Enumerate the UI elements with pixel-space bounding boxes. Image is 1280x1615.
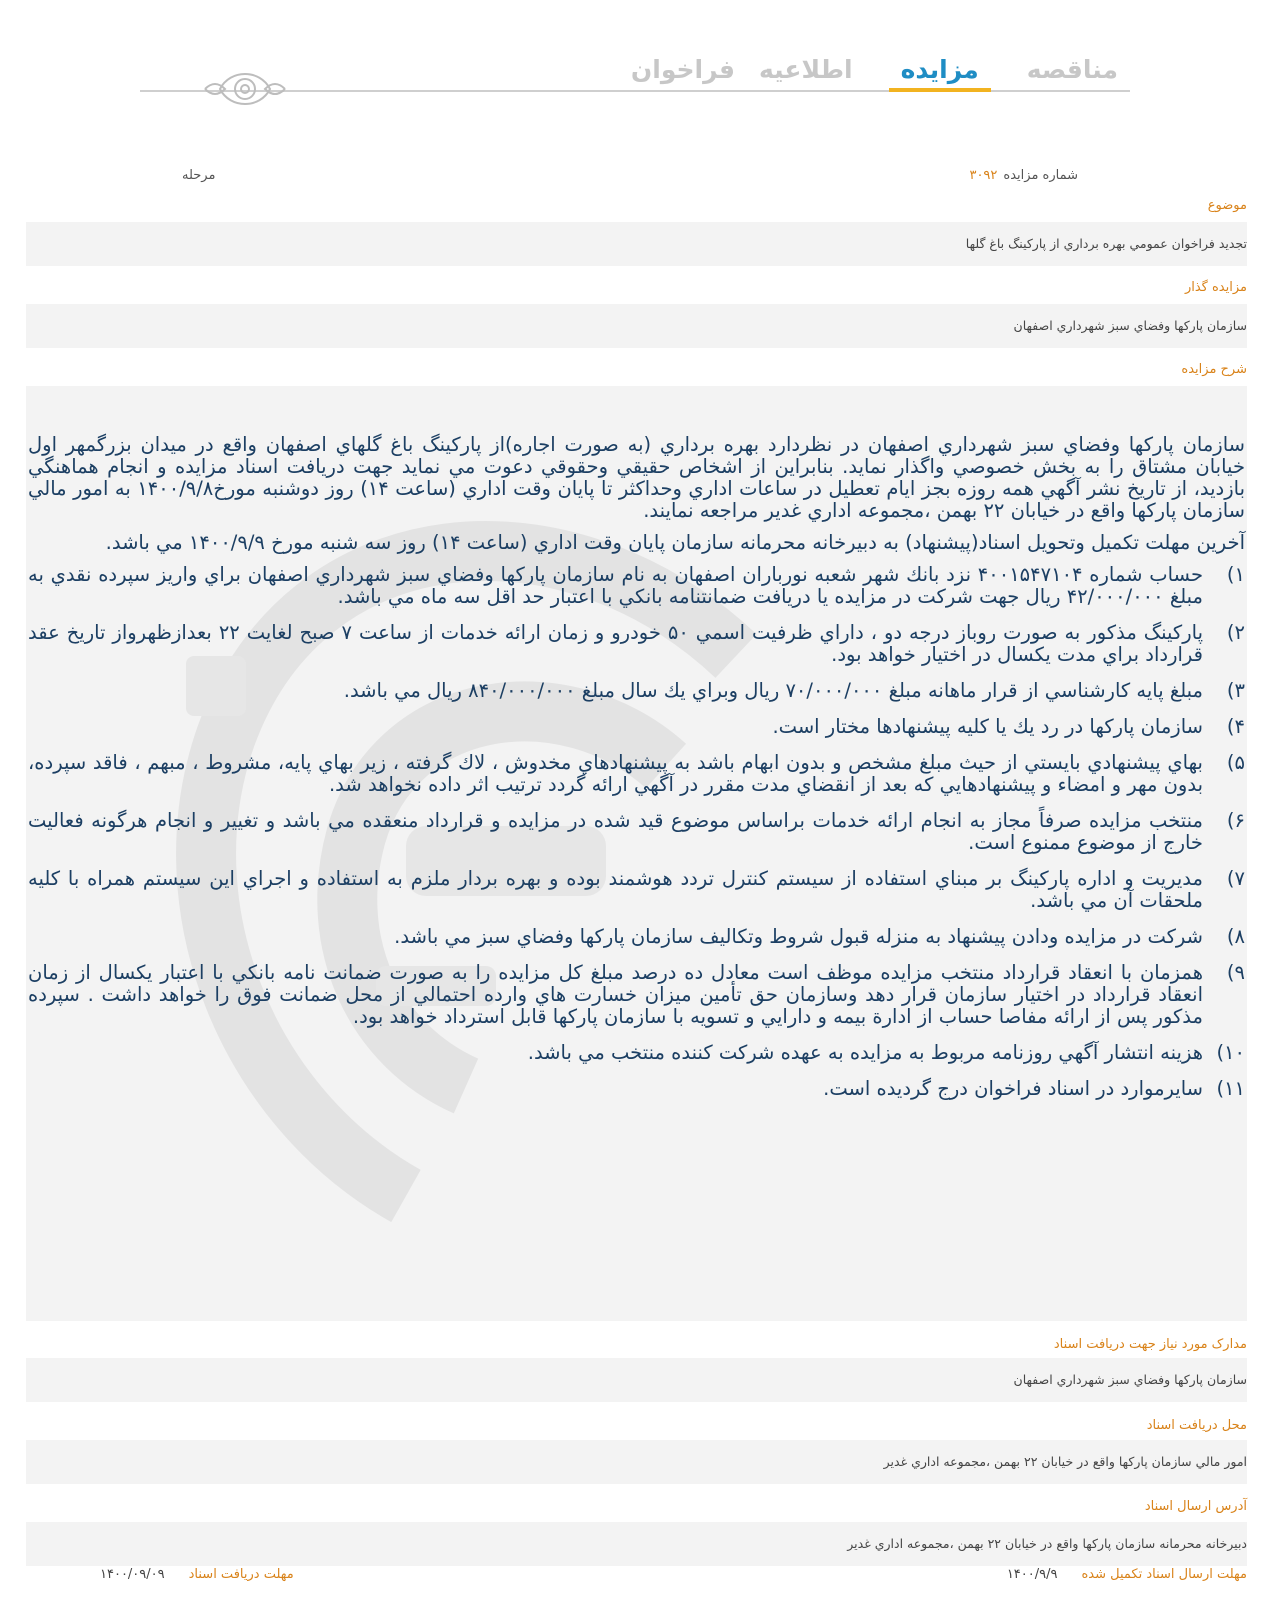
stage-label: مرحله [182,168,216,183]
receive-deadline [100,1567,294,1582]
item-number: ۲) [1226,621,1245,644]
complete-deadline-value: ۱۴۰۰/۹/۹ [1006,1567,1058,1582]
send-address-field [26,1522,1247,1566]
auction-number-label: شماره مزايده [1003,168,1078,183]
auction-number-value: ۳۰۹۲ [969,168,998,183]
tab-call[interactable]: فراخوان [630,55,736,84]
item-text: هزينه انتشار آگهي روزنامه مربوط به مزايده به عهده شركت كننده منتخب مي باشد. [527,1041,1203,1064]
item-number: ۱۰) [1216,1041,1245,1064]
list-item [28,868,1245,912]
item-text: سايرموارد در اسناد فراخوان درج گرديده است. [823,1077,1203,1100]
send-address-label: آدرس ارسال اسناد [1144,1499,1247,1514]
complete-deadline-label: مهلت ارسال اسناد تکمیل شده [1081,1567,1247,1582]
doc-location-value: امور مالي سازمان پاركها واقع در خيابان ٢٢ بهمن ،مجموعه اداري غدير [883,1454,1247,1469]
item-text: مديريت و اداره پاركينگ بر مبناي استفاده از سيستم كنترل تردد هوشمند بوده و بهره بردار ملزم به استفاده و اجراي اين سيستم همراه با كليه ملحقات آن مي باشد. [28,867,1203,912]
list-item [28,564,1245,608]
item-number: ۱) [1226,563,1245,586]
item-text: سازمان پاركها در رد يك يا كليه پيشنهادها مختار است. [772,715,1203,738]
list-item [28,1078,1245,1100]
item-text: مبلغ پايه كارشناسي از قرار ماهانه مبلغ ۷۰/۰۰۰/۰۰۰ ريال وبراي يك سال مبلغ ۸۴۰/۰۰۰/۰۰۰ ريال مي باشد. [343,679,1203,702]
item-text: پاركينگ مذكور به صورت روباز درجه دو ، داراي ظرفيت اسمي ۵۰ خودرو و زمان ارائه خدمات از ساعت ۷ صبح لغايت ۲۲ بعدازظهرواز تاريخ عقد قرارداد براي مدت يكسال در اختيار خواهد بود. [28,621,1203,666]
description-intro: سازمان پاركها وفضاي سبز شهرداري اصفهان در نظردارد بهره برداري (به صورت اجاره)از پاركينگ باغ گلهاي اصفهان واقع در ميدان بزرگمهر اول خيابان مشتاق را به بخش خصوصي واگذار نمايد. بنابراين از اشخاص حقيقي وحقوقي دعوت مي نمايد جهت دريافت اسناد مزايده و انجام هماهنگي بازديد، از تاريخ نشر آگهي همه روزه بجز ايام تعطيل در ساعات اداري وحداكثر تا پايان وقت اداري (ساعت ۱۴) روز دوشنبه مورخ۱۴۰۰/۹/۸ به امور مالي سازمان پاركها واقع در خيابان ۲۲ بهمن ،مجموعه اداري غدير مراجعه نمايند. [28,433,1245,522]
item-number: ۹) [1226,961,1245,984]
auction-number [969,168,1078,183]
list-item [28,1042,1245,1064]
item-text: همزمان با انعقاد قرارداد منتخب مزايده موظف است معادل ده درصد مبلغ كل مزايده را به صورت ضمانت نامه بانكي با اعتبار يكسال از زمان انعقاد قرارداد در اختيار سازمان قرار دهد وسازمان حق تأمين ميزان خسارت هاي وارده احتمالي از محل ضمانت فوق را خواهد داشت . سپرده مذكور پس از ارائه مفاصا حساب از ادارة بيمه و دارايي و تسويه با سازمان پاركها قابل استرداد خواهد بود. [28,961,1203,1028]
subject-label: موضوع [1207,198,1247,213]
required-docs-value: سازمان پاركها وفضاي سبز شهرداري اصفهان [1013,1372,1247,1387]
item-number: ۷) [1226,867,1245,890]
doc-location-label: محل دریافت اسناد [1146,1418,1247,1433]
item-number: ۵) [1226,751,1245,774]
ornament-icon [200,64,290,114]
item-number: ۴) [1226,715,1245,738]
list-item [28,752,1245,796]
list-item [28,926,1245,948]
receive-deadline-value: ۱۴۰۰/۰۹/۰۹ [100,1567,165,1582]
description-box [26,386,1247,1321]
top-navigation [140,40,1130,110]
item-number: ۸) [1226,925,1245,948]
tab-auction[interactable]: مزایده [889,55,991,92]
auctioneer-label: مزايده گذار [1184,280,1247,295]
subject-value: تجديد فراخوان عمومي بهره برداري از پاركينگ باغ گلها [965,236,1247,251]
doc-location-field [26,1440,1247,1484]
item-text: شركت در مزايده ودادن پيشنهاد به منزله قبول شروط وتكاليف سازمان پاركها وفضاي سبز مي باشد. [394,925,1203,948]
item-number: ۱۱) [1216,1077,1245,1100]
item-number: ۳) [1226,679,1245,702]
item-text: بهاي پيشنهادي بايستي از حيث مبلغ مشخص و بدون ابهام باشد به پيشنهادهاي مخدوش ، لاك گرفته ، زير بهاي پايه، مشروط ، مبهم ، فاقد سپرده، بدون مهر و امضاء و پيشنهادهايي كه بعد از انقضاي مدت مقرر در آگهي ارائه گردد ترتيب اثر داده نخواهد شد. [28,751,1203,796]
auctioneer-field [26,304,1247,348]
item-number: ۶) [1226,809,1245,832]
required-docs-field [26,1358,1247,1402]
list-item [28,716,1245,738]
tab-list [619,40,1130,92]
description-deadline: آخرين مهلت تكميل وتحويل اسناد(پيشنهاد) به دبيرخانه محرمانه سازمان پايان وقت اداري (ساعت ۱۴) روز سه شنبه مورخ ۱۴۰۰/۹/۹ مي باشد. [105,531,1245,554]
subject-field [26,222,1247,266]
receive-deadline-label: مهلت دریافت اسناد [188,1567,294,1582]
complete-deadline [1007,1567,1247,1582]
send-address-value: دبيرخانه محرمانه سازمان پاركها واقع در خيابان ٢٢ بهمن ،مجموعه اداري غدير [847,1536,1247,1551]
list-item [28,962,1245,1028]
tab-tender[interactable]: مناقصه [1026,55,1118,84]
list-item [28,622,1245,666]
tab-announcement[interactable]: اطلاعیه [759,55,853,84]
item-text: حساب شماره ۴۰۰۱۵۴۷۱۰۴ نزد بانك شهر شعبه نورباران اصفهان به نام سازمان پاركها وفضاي سبز شهرداري اصفهان براي واريز سپرده نقدي به مبلغ ۴۲/۰۰۰/۰۰۰ ريال جهت شركت در مزايده يا دريافت ضمانتنامه بانكي با اعتبار حد اقل سه ماه مي باشد. [28,563,1204,608]
description-text [26,434,1247,1114]
item-text: منتخب مزايده صرفاً مجاز به انجام ارائه خدمات براساس موضوع قيد شده در مزايده و قرارداد منعقده مي باشد و تغيير و انجام هرگونه فعاليت خارج از موضوع ممنوع است. [28,809,1203,854]
list-item [28,680,1245,702]
required-docs-label: مدارک مورد نیاز جهت دریافت اسناد [1053,1337,1247,1352]
list-item [28,810,1245,854]
auctioneer-value: سازمان پاركها وفضاي سبز شهرداري اصفهان [1013,318,1247,333]
description-label: شرح مزايده [1181,362,1247,377]
